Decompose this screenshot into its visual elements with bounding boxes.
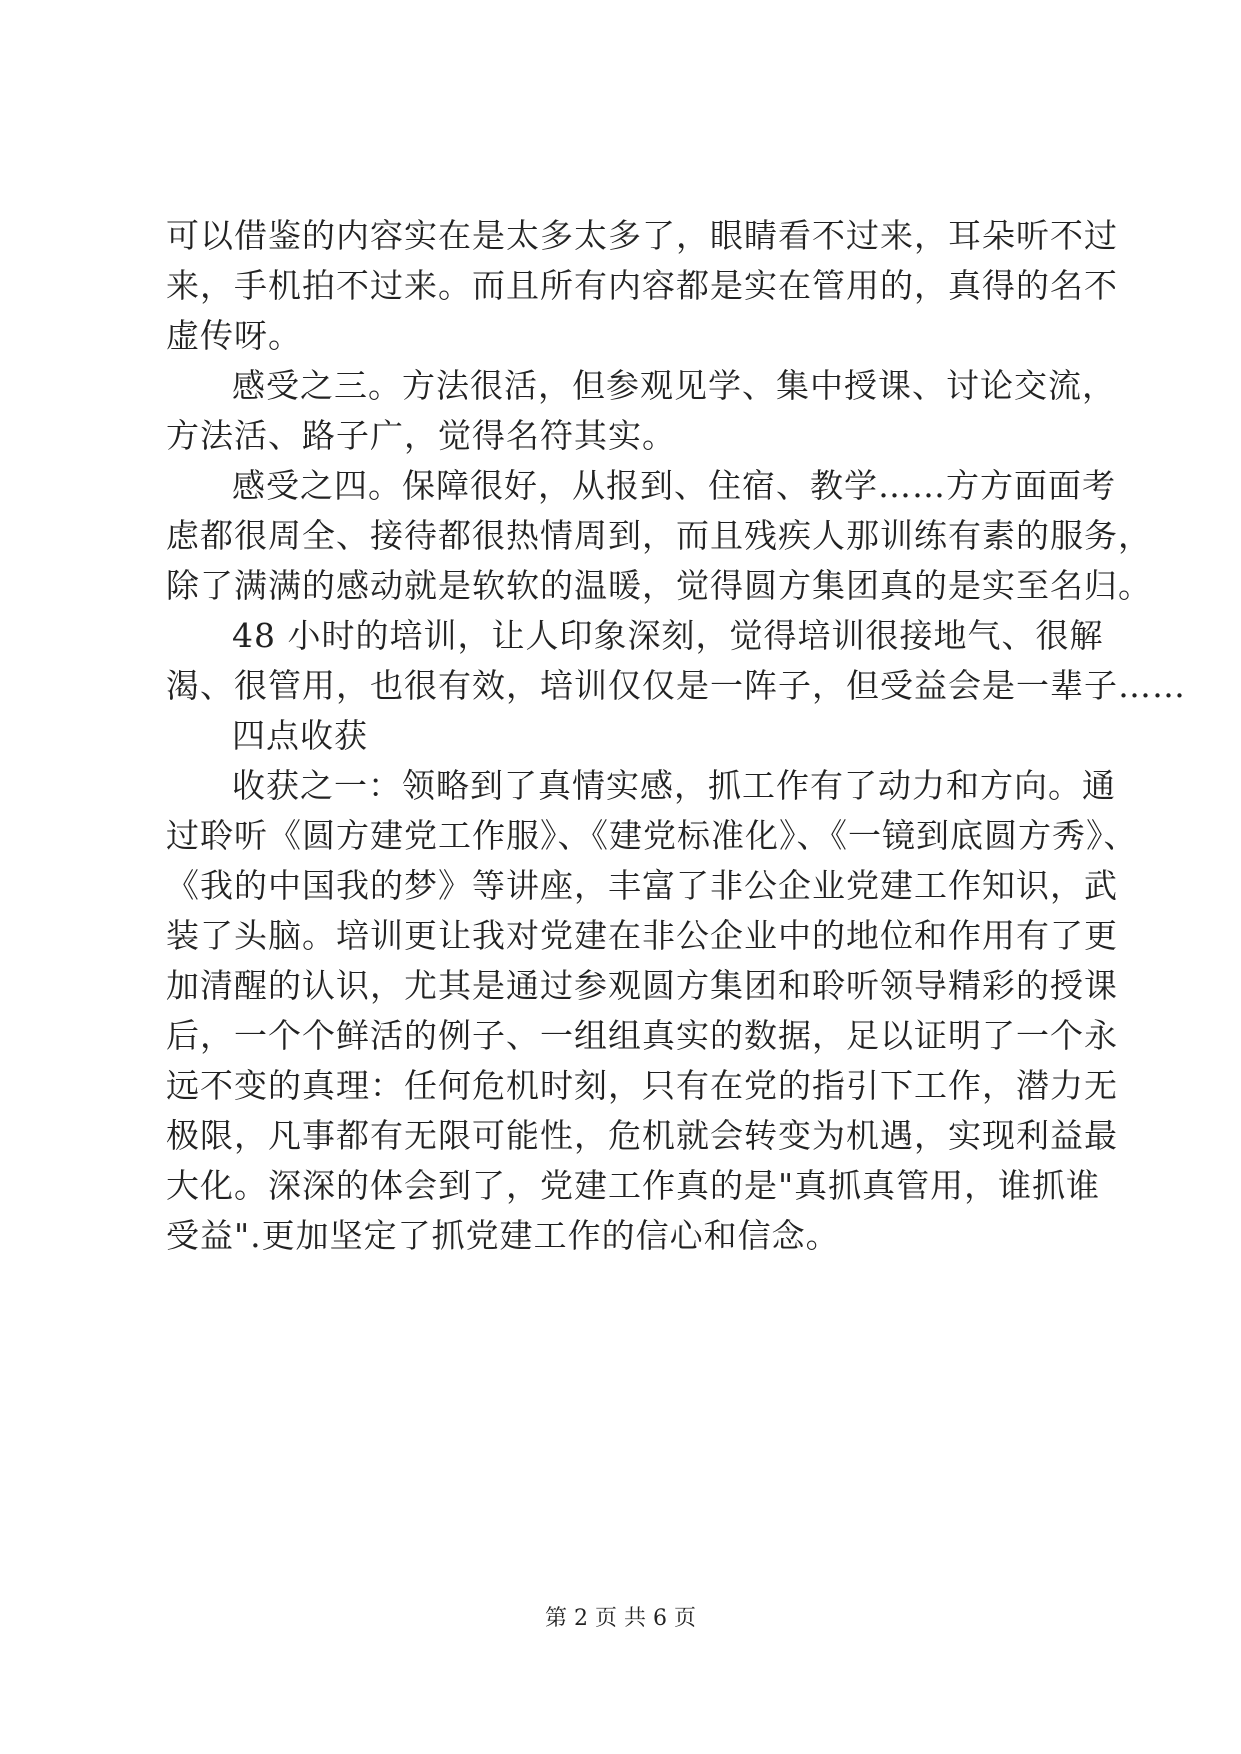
text-line: 装了头脑。培训更让我对党建在非公企业中的地位和作用有了更 bbox=[166, 916, 1118, 955]
text-line: 极限，凡事都有无限可能性，危机就会转变为机遇，实现利益最 bbox=[166, 1116, 1118, 1155]
text-line: 收获之一：领略到了真情实感，抓工作有了动力和方向。通 bbox=[232, 766, 1116, 805]
text-line: 远不变的真理：任何危机时刻，只有在党的指引下工作，潜力无 bbox=[166, 1066, 1118, 1105]
text-line: 加清醒的认识，尤其是通过参观圆方集团和聆听领导精彩的授课 bbox=[166, 966, 1118, 1005]
page-number-footer: 第 2 页 共 6 页 bbox=[545, 1606, 696, 1631]
text-line: 过聆听《圆方建党工作服》、《建党标准化》、《一镜到底圆方秀》、 bbox=[166, 816, 1138, 855]
text-line: 来，手机拍不过来。而且所有内容都是实在管用的，真得的名不 bbox=[166, 266, 1118, 305]
text-line: 感受之三。方法很活，但参观见学、集中授课、讨论交流， bbox=[232, 366, 1116, 405]
text-line: 渴、很管用，也很有效，培训仅仅是一阵子，但受益会是一辈子…… bbox=[166, 666, 1186, 705]
text-line: 虑都很周全、接待都很热情周到，而且残疾人那训练有素的服务， bbox=[166, 516, 1152, 555]
text-line: 感受之四。保障很好，从报到、住宿、教学……方方面面考 bbox=[232, 466, 1116, 505]
text-line: 《我的中国我的梦》等讲座，丰富了非公企业党建工作知识，武 bbox=[166, 866, 1118, 905]
text-line: 后，一个个鲜活的例子、一组组真实的数据，足以证明了一个永 bbox=[166, 1016, 1118, 1055]
text-line: 虚传呀。 bbox=[166, 316, 302, 355]
section-heading: 四点收获 bbox=[232, 716, 368, 755]
text-line: 受益".更加坚定了抓党建工作的信心和信念。 bbox=[166, 1216, 840, 1255]
text-line: 48 小时的培训，让人印象深刻，觉得培训很接地气、很解 bbox=[232, 616, 1104, 655]
text-line: 大化。深深的体会到了，党建工作真的是"真抓真管用，谁抓谁 bbox=[166, 1166, 1101, 1205]
text-line: 除了满满的感动就是软软的温暖，觉得圆方集团真的是实至名归。 bbox=[166, 566, 1152, 605]
text-line: 可以借鉴的内容实在是太多太多了，眼睛看不过来，耳朵听不过 bbox=[166, 216, 1118, 255]
text-line: 方法活、路子广，觉得名符其实。 bbox=[166, 416, 676, 455]
